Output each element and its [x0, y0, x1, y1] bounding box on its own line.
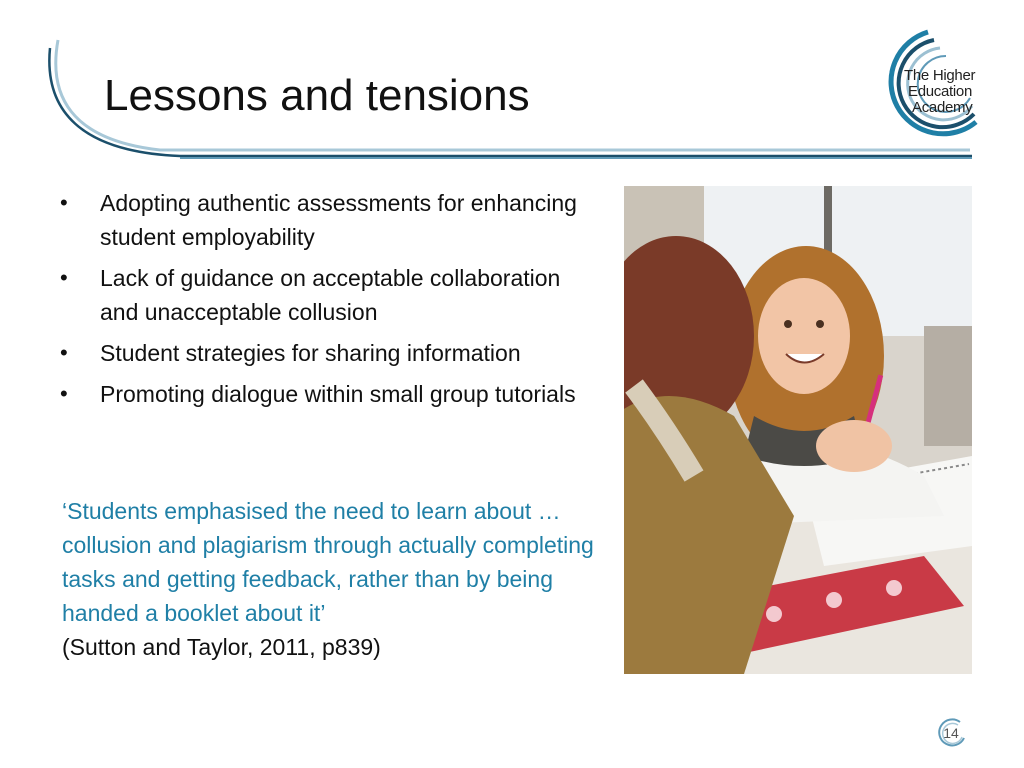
list-item	[60, 336, 600, 370]
bullet-list	[60, 186, 600, 418]
quote-text: ‘Students emphasised the need to learn about … collusion and plagiarism through actually completing tasks and getting feedback, rather than by being handed a booklet about it’	[62, 498, 594, 626]
bullet-dot: •	[60, 381, 68, 406]
list-item	[60, 186, 600, 254]
bullet-dot: •	[60, 340, 68, 365]
bullet-text: Promoting dialogue within small group tutorials	[100, 381, 576, 407]
list-item	[60, 377, 600, 411]
bullet-text: Adopting authentic assessments for enhancing student employability	[100, 190, 577, 250]
bullet-dot: •	[60, 265, 68, 290]
logo-line-1: The Higher	[904, 67, 976, 84]
bullet-text: Student strategies for sharing information	[100, 340, 521, 366]
logo-text	[904, 68, 975, 116]
students-photo-illustration	[624, 186, 972, 674]
students-photo	[624, 186, 972, 674]
bullet-dot: •	[60, 190, 68, 215]
page-number: 14	[943, 725, 959, 741]
logo-line-3: Academy	[912, 99, 973, 116]
list-item	[60, 261, 600, 329]
slide-title: Lessons and tensions	[104, 71, 530, 120]
quote-citation: (Sutton and Taylor, 2011, p839)	[62, 634, 381, 660]
logo-line-2: Education	[908, 83, 973, 100]
bullet-text: Lack of guidance on acceptable collaboration and unacceptable collusion	[100, 265, 561, 325]
